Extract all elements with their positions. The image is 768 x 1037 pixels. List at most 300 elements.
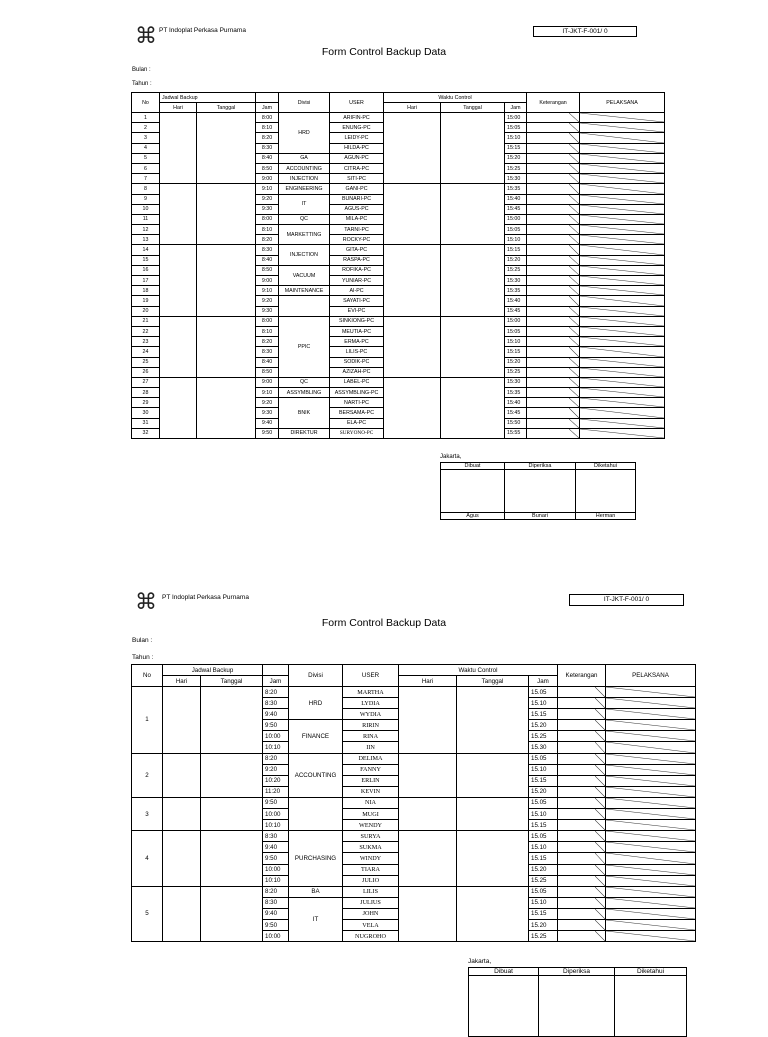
cell-pelaksana: [606, 709, 696, 720]
cell-pelaksana: [580, 286, 665, 296]
cell-jam2: 15.05: [529, 886, 558, 897]
cell-keterangan: [558, 753, 606, 764]
cell-jam: 8:20: [256, 133, 279, 143]
cell-pelaksana: [580, 337, 665, 347]
cell-keterangan: [558, 908, 606, 919]
cell-jam: 9:30: [256, 204, 279, 214]
cell-hari: [163, 687, 201, 754]
cell-jam: 9:40: [256, 418, 279, 428]
cell-jam2: 15:25: [505, 163, 527, 173]
row-no: 19: [132, 296, 160, 306]
cell-jam2: 15:20: [505, 357, 527, 367]
table-row: [132, 886, 696, 897]
row-no: 4: [132, 143, 160, 153]
cell-hari: [163, 886, 201, 941]
col-hari2: Hari: [384, 103, 441, 113]
cell-jam: 9:50: [263, 919, 289, 930]
cell-jam: 9:20: [256, 296, 279, 306]
cell-tanggal2: [457, 797, 529, 830]
col-jam2: Jam: [505, 103, 527, 113]
cell-pelaksana: [580, 326, 665, 336]
cell-jam: 10:00: [263, 864, 289, 875]
cell-pelaksana: [606, 897, 696, 908]
cell-user: RINA: [343, 731, 399, 742]
cell-tanggal2: [441, 377, 505, 438]
sig-name-herman: Herman: [576, 513, 636, 520]
cell-jam: 8:10: [256, 326, 279, 336]
cell-user: JULIUS: [343, 897, 399, 908]
cell-user: WYDIA: [343, 709, 399, 720]
cell-divisi: ACCOUNTING: [279, 163, 330, 173]
cell-jam2: 15:05: [505, 123, 527, 133]
cell-keterangan: [527, 337, 580, 347]
cell-jam2: 15.20: [529, 919, 558, 930]
cell-user: AZIZAH-PC: [330, 367, 384, 377]
cell-jam: 10:00: [263, 809, 289, 820]
tahun-label-2: Tahun :: [132, 654, 154, 661]
cell-divisi: HRD: [289, 687, 343, 720]
cell-jam2: 15.10: [529, 897, 558, 908]
row-no: 21: [132, 316, 160, 326]
cell-hari2: [399, 797, 457, 830]
cell-pelaksana: [606, 842, 696, 853]
cell-pelaksana: [580, 245, 665, 255]
table-row: [132, 184, 665, 194]
backup-table-2: [131, 664, 696, 942]
cell-hari: [160, 316, 197, 377]
cell-pelaksana: [606, 687, 696, 698]
col-divisi-2: Divisi: [289, 665, 343, 687]
col-pelaksana: PELAKSANA: [580, 93, 665, 113]
cell-keterangan: [527, 398, 580, 408]
cell-pelaksana: [580, 113, 665, 123]
cell-jam: 10:00: [263, 731, 289, 742]
col-keterangan: Keterangan: [527, 93, 580, 113]
cell-jam: 9:50: [263, 797, 289, 808]
cell-pelaksana: [580, 388, 665, 398]
cell-pelaksana: [580, 357, 665, 367]
cell-jam: 8:30: [256, 245, 279, 255]
cell-jam2: 15.10: [529, 764, 558, 775]
cell-jam: 8:50: [256, 265, 279, 275]
cell-jam2: 15.25: [529, 875, 558, 886]
table-row: [132, 687, 696, 698]
row-no: 4: [132, 831, 163, 886]
col-no: No: [132, 93, 160, 113]
row-no: 6: [132, 163, 160, 173]
cell-jam2: 15.15: [529, 908, 558, 919]
cell-keterangan: [527, 296, 580, 306]
cell-tanggal2: [441, 113, 505, 184]
col-no-2: No: [132, 665, 163, 687]
cell-user: ROCKY-PC: [330, 235, 384, 245]
cell-user: LILIS: [343, 886, 399, 897]
cell-hari2: [384, 113, 441, 184]
cell-tanggal: [201, 687, 263, 754]
cell-hari2: [399, 831, 457, 886]
table-row: [132, 245, 665, 255]
sig-place: Jakarta,: [440, 454, 462, 460]
cell-divisi: PURCHASING: [289, 831, 343, 886]
cell-hari: [160, 184, 197, 245]
cell-keterangan: [527, 163, 580, 173]
cell-user: NIA: [343, 797, 399, 808]
cell-user: MILA-PC: [330, 214, 384, 224]
cell-user: ASSYMBLING-PC: [330, 388, 384, 398]
cell-jam2: 15:55: [505, 428, 527, 438]
cell-user: IIN: [343, 742, 399, 753]
cell-pelaksana: [580, 174, 665, 184]
cell-keterangan: [527, 377, 580, 387]
cell-tanggal2: [457, 753, 529, 797]
cell-divisi: IT: [289, 897, 343, 941]
cell-user: VELA: [343, 919, 399, 930]
cell-pelaksana: [580, 123, 665, 133]
cell-pelaksana: [606, 931, 696, 942]
cell-pelaksana: [606, 831, 696, 842]
cell-hari: [160, 113, 197, 184]
cell-user: MARTHA: [343, 687, 399, 698]
cell-divisi: FINANCE: [289, 720, 343, 753]
cell-pelaksana: [580, 143, 665, 153]
cell-jam: 8:30: [263, 698, 289, 709]
cell-jam: 8:00: [256, 316, 279, 326]
row-no: 31: [132, 418, 160, 428]
cell-pelaksana: [606, 875, 696, 886]
cell-pelaksana: [580, 428, 665, 438]
cell-jam: 10:20: [263, 775, 289, 786]
signature-table-1: [440, 462, 636, 520]
cell-hari: [163, 831, 201, 886]
document-number: IT-JKT-F-001/ 0: [533, 26, 637, 37]
cell-jam2: 15:50: [505, 418, 527, 428]
col-user-2: USER: [343, 665, 399, 687]
cell-hari2: [399, 886, 457, 941]
cell-jam2: 15:10: [505, 337, 527, 347]
cell-pelaksana: [580, 306, 665, 316]
cell-jam2: 15:20: [505, 153, 527, 163]
cell-pelaksana: [580, 184, 665, 194]
cell-pelaksana: [606, 853, 696, 864]
cell-user: AGUS-PC: [330, 204, 384, 214]
cell-jam: 8:40: [256, 357, 279, 367]
cell-keterangan: [527, 388, 580, 398]
cell-tanggal2: [457, 886, 529, 941]
cell-jam: 9:40: [263, 842, 289, 853]
cell-jam2: 15:25: [505, 265, 527, 275]
cell-tanggal2: [457, 831, 529, 886]
cell-jam: 9:10: [256, 388, 279, 398]
cell-pelaksana: [580, 418, 665, 428]
cell-jam: 8:30: [263, 897, 289, 908]
row-no: 26: [132, 367, 160, 377]
row-no: 12: [132, 225, 160, 235]
cell-user: MUGI: [343, 809, 399, 820]
cell-jam: 10:10: [263, 820, 289, 831]
sig-diperiksa-2: Diperiksa: [539, 968, 615, 976]
cell-keterangan: [527, 225, 580, 235]
cell-tanggal2: [441, 245, 505, 316]
cell-keterangan: [527, 153, 580, 163]
cell-pelaksana: [606, 753, 696, 764]
cell-divisi: PPIC: [279, 316, 330, 377]
cell-user: JULIO: [343, 875, 399, 886]
cell-pelaksana: [580, 153, 665, 163]
row-no: 28: [132, 388, 160, 398]
cell-jam: 9:40: [263, 709, 289, 720]
col-waktu-control-2: Waktu Control: [399, 665, 558, 676]
cell-pelaksana: [606, 809, 696, 820]
cell-jam: 8:30: [256, 347, 279, 357]
cell-user: SUKMA: [343, 842, 399, 853]
col-tanggal2-2: Tanggal: [457, 676, 529, 687]
cell-jam: 9:40: [263, 908, 289, 919]
cell-pelaksana: [580, 316, 665, 326]
sig-diperiksa: Diperiksa: [505, 463, 576, 470]
cell-hari: [160, 245, 197, 316]
bulan-label-2: Bulan :: [132, 637, 153, 644]
cell-pelaksana: [580, 296, 665, 306]
cell-keterangan: [558, 853, 606, 864]
cell-keterangan: [527, 286, 580, 296]
cell-user: ARIFIN-PC: [330, 113, 384, 123]
cell-jam: 8:40: [256, 153, 279, 163]
cell-jam2: 15.10: [529, 809, 558, 820]
col-hari: Hari: [160, 103, 197, 113]
row-no: 2: [132, 753, 163, 797]
cell-jam2: 15.20: [529, 720, 558, 731]
cell-pelaksana: [580, 367, 665, 377]
cell-pelaksana: [580, 204, 665, 214]
cell-keterangan: [558, 931, 606, 942]
row-no: 14: [132, 245, 160, 255]
cell-tanggal: [201, 886, 263, 941]
row-no: 7: [132, 174, 160, 184]
cell-keterangan: [558, 831, 606, 842]
row-no: 22: [132, 326, 160, 336]
cell-jam2: 15.20: [529, 864, 558, 875]
cell-keterangan: [558, 842, 606, 853]
cell-jam2: 15:00: [505, 214, 527, 224]
row-no: 24: [132, 347, 160, 357]
table-row: [132, 377, 665, 387]
col-divisi: Divisi: [279, 93, 330, 113]
cell-divisi: ACCOUNTING: [289, 753, 343, 797]
cell-user: LABEL-PC: [330, 377, 384, 387]
form-title: Form Control Backup Data: [321, 46, 447, 58]
cell-user: DELIMA: [343, 753, 399, 764]
cell-jam2: 15:35: [505, 388, 527, 398]
cell-pelaksana: [580, 194, 665, 204]
backup-table-1: [131, 92, 665, 439]
cell-jam: 8:10: [256, 225, 279, 235]
cell-tanggal: [201, 753, 263, 797]
cell-user: HILDA-PC: [330, 143, 384, 153]
cell-user: ELA-PC: [330, 418, 384, 428]
row-no: 32: [132, 428, 160, 438]
cell-keterangan: [527, 113, 580, 123]
cell-user: TARNI-PC: [330, 225, 384, 235]
cell-divisi: QC: [279, 377, 330, 387]
table-row: [132, 316, 665, 326]
cell-divisi: DIREKTUR: [279, 428, 330, 438]
cell-keterangan: [527, 143, 580, 153]
cell-user: FANNY: [343, 764, 399, 775]
cell-pelaksana: [580, 225, 665, 235]
cell-user: NUGROHO: [343, 931, 399, 942]
cell-jam2: 15:05: [505, 225, 527, 235]
cell-user: GANI-PC: [330, 184, 384, 194]
cell-keterangan: [527, 418, 580, 428]
cell-hari2: [399, 687, 457, 754]
cell-keterangan: [558, 786, 606, 797]
bulan-label: Bulan :: [132, 67, 151, 73]
cell-divisi: MARKETTING: [279, 225, 330, 245]
cell-keterangan: [558, 709, 606, 720]
cell-divisi: GA: [279, 153, 330, 163]
cell-user: RIRIN: [343, 720, 399, 731]
col-pelaksana-2: PELAKSANA: [606, 665, 696, 687]
cell-pelaksana: [606, 764, 696, 775]
cell-pelaksana: [606, 797, 696, 808]
row-no: 3: [132, 133, 160, 143]
cell-jam: 9:00: [256, 174, 279, 184]
cell-pelaksana: [580, 255, 665, 265]
cell-jam2: 15.15: [529, 709, 558, 720]
cell-jam2: 15.25: [529, 931, 558, 942]
cell-keterangan: [558, 897, 606, 908]
cell-jam2: 15:45: [505, 306, 527, 316]
cell-jam2: 15:45: [505, 408, 527, 418]
cell-jam: 8:20: [263, 886, 289, 897]
company-name-2: PT Indoplat Perkasa Purnama: [162, 594, 249, 601]
col-jam: Jam: [256, 103, 279, 113]
col-jam2-2: Jam: [529, 676, 558, 687]
cell-jam2: 15:40: [505, 194, 527, 204]
cell-jam: 8:20: [263, 687, 289, 698]
cell-user: LILIS-PC: [330, 347, 384, 357]
cell-jam2: 15.20: [529, 786, 558, 797]
cell-keterangan: [527, 326, 580, 336]
cell-user: ERLIN: [343, 775, 399, 786]
cell-jam2: 15:15: [505, 347, 527, 357]
cell-jam: 10:10: [263, 742, 289, 753]
col-user: USER: [330, 93, 384, 113]
cell-jam: 8:40: [256, 255, 279, 265]
sig-dibuat-2: Dibuat: [469, 968, 539, 976]
col-tanggal-2: Tanggal: [201, 676, 263, 687]
cell-divisi: IT: [279, 194, 330, 214]
cell-keterangan: [527, 214, 580, 224]
cell-keterangan: [558, 875, 606, 886]
col-jadwal-backup: Jadwal Backup: [160, 93, 256, 103]
cell-user: SITI-PC: [330, 174, 384, 184]
cell-keterangan: [527, 184, 580, 194]
cell-user: LEIDY-PC: [330, 133, 384, 143]
cell-jam: 8:20: [256, 337, 279, 347]
form-title-2: Form Control Backup Data: [321, 617, 447, 629]
cell-divisi: INJECTION: [279, 174, 330, 184]
cell-jam: 8:20: [256, 235, 279, 245]
tahun-label: Tahun :: [132, 81, 152, 87]
cell-jam: 9:10: [256, 184, 279, 194]
sig-dibuat: Dibuat: [441, 463, 505, 470]
cell-pelaksana: [606, 731, 696, 742]
cell-user: BUNARI-PC: [330, 194, 384, 204]
cell-user: WENDY: [343, 820, 399, 831]
cell-tanggal2: [457, 687, 529, 754]
cell-user: EVI-PC: [330, 306, 384, 316]
cell-tanggal: [197, 113, 256, 184]
col-tanggal: Tanggal: [197, 103, 256, 113]
cell-jam2: 15.15: [529, 820, 558, 831]
cell-pelaksana: [580, 133, 665, 143]
cell-jam2: 15.25: [529, 731, 558, 742]
cell-keterangan: [558, 687, 606, 698]
cell-jam: 9:00: [256, 377, 279, 387]
cell-jam2: 15:35: [505, 184, 527, 194]
cell-pelaksana: [580, 347, 665, 357]
cell-keterangan: [558, 864, 606, 875]
row-no: 1: [132, 687, 163, 754]
cell-jam: 9:50: [256, 428, 279, 438]
cell-hari: [163, 753, 201, 797]
sig-name-bunari: Bunari: [505, 513, 576, 520]
cell-pelaksana: [606, 775, 696, 786]
cell-jam2: 15:10: [505, 133, 527, 143]
cell-hari2: [384, 184, 441, 245]
cell-jam: 9:20: [256, 194, 279, 204]
cell-tanggal: [197, 245, 256, 316]
cell-keterangan: [558, 720, 606, 731]
row-no: 11: [132, 214, 160, 224]
cell-jam2: 15.05: [529, 831, 558, 842]
cell-divisi: [289, 797, 343, 830]
sig-name-agus: Agus: [441, 513, 505, 520]
document-number-2: IT-JKT-F-001/ 0: [569, 594, 684, 606]
cell-user: WINDY: [343, 853, 399, 864]
sig-place-2: Jakarta,: [468, 958, 492, 965]
cell-jam2: 15:45: [505, 204, 527, 214]
cell-jam2: 15:30: [505, 276, 527, 286]
cell-hari2: [384, 316, 441, 377]
cell-divisi: VACUUM: [279, 265, 330, 285]
cell-user: YUNIAR-PC: [330, 276, 384, 286]
cell-jam2: 15:40: [505, 296, 527, 306]
cell-keterangan: [527, 347, 580, 357]
cell-jam2: 15.10: [529, 698, 558, 709]
cell-keterangan: [558, 919, 606, 930]
row-no: 5: [132, 153, 160, 163]
row-no: 2: [132, 123, 160, 133]
cell-jam: 8:00: [256, 113, 279, 123]
cell-tanggal2: [441, 184, 505, 245]
cell-divisi: BNIK: [279, 398, 330, 429]
cell-user: GITA-PC: [330, 245, 384, 255]
cell-tanggal: [201, 797, 263, 830]
cell-divisi: QC: [279, 214, 330, 224]
cell-jam: 9:20: [263, 764, 289, 775]
cell-user: AI-PC: [330, 286, 384, 296]
cell-tanggal: [197, 377, 256, 438]
row-no: 16: [132, 265, 160, 275]
cell-jam2: 15:25: [505, 367, 527, 377]
cell-jam: 8:50: [256, 163, 279, 173]
row-no: 27: [132, 377, 160, 387]
cell-keterangan: [527, 245, 580, 255]
cell-keterangan: [558, 820, 606, 831]
row-no: 1: [132, 113, 160, 123]
